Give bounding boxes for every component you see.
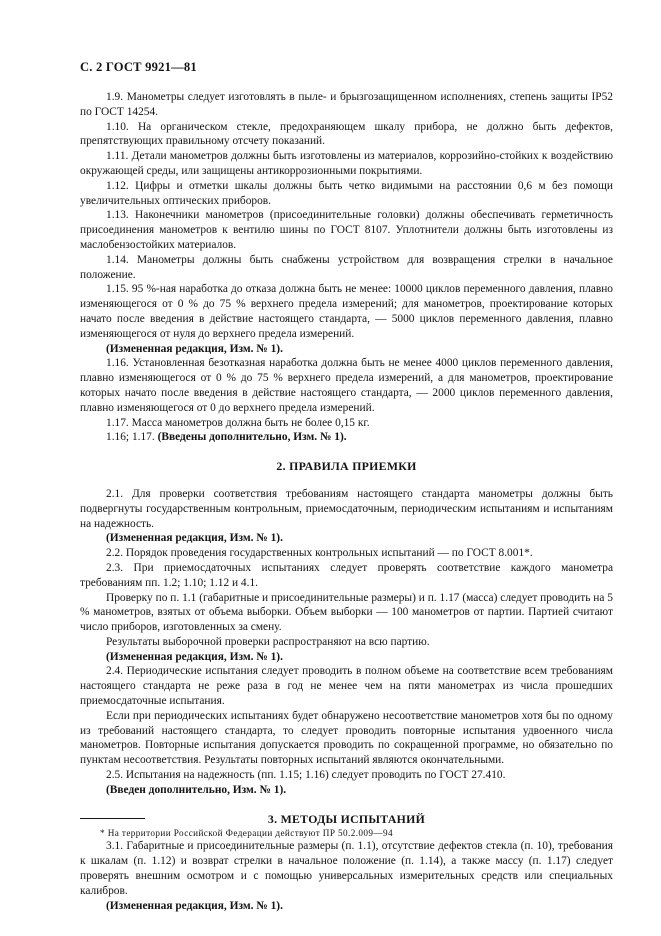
- addition-note: (Введен дополнительно, Изм. № 1).: [106, 783, 287, 796]
- clause-1-10: 1.10. На органическом стекле, предохраняющем шкалу прибора, не должно быть дефектов, препятствующих правильному отсчету показаний.: [80, 120, 613, 148]
- clause-2-3-sampling: Проверку по п. 1.1 (габаритные и присоединительные размеры) и п. 1.17 (масса) следует проводить на 5 % манометров, взятых от объема выборки. Объем выборки — 100 манометров от партии. Партией считают число приборов, изготовленных за смену.: [80, 591, 613, 634]
- amendment-note: (Измененная редакция, Изм. № 1).: [106, 899, 283, 912]
- clause-1-11: 1.11. Детали манометров должны быть изготовлены из материалов, коррозийно-стойких к воздействию окружающей среды, или защищены антикоррозионными покрытиями.: [80, 150, 613, 177]
- amendment-note: (Измененная редакция, Изм. № 1).: [106, 650, 283, 663]
- page-header: С. 2 ГОСТ 9921—81: [80, 60, 197, 74]
- clause-2-3: 2.3. При приемосдаточных испытаниях следует проверять соответствие каждого манометра требованиям пп. 1.2; 1.10; 1.12 и 4.1.: [80, 561, 613, 589]
- clause-2-3-results: Результаты выборочной проверки распространяют на всю партию.: [106, 635, 430, 648]
- clause-2-4: 2.4. Периодические испытания следует проводить в полном объеме на соответствие всем требованиям настоящего стандарта не реже раза в год не менее чем на пяти манометрах из числа прошедших приемосдаточные испытания.: [80, 665, 613, 708]
- section-3-title: 3. МЕТОДЫ ИСПЫТАНИЙ: [267, 811, 426, 826]
- clause-1-17: 1.17. Масса манометров должна быть не более 0,15 кг.: [106, 416, 370, 429]
- clause-1-14: 1.14. Манометры должны быть снабжены устройством для возвращения стрелки в начальное положение.: [80, 253, 613, 281]
- amendment-note: (Измененная редакция, Изм. № 1).: [106, 342, 283, 355]
- clause-1-16-1-17-note: [80, 430, 613, 445]
- footnote: * На территории Российской Федерации действуют ПР 50.2.009—94: [100, 828, 393, 838]
- section-2-title: 2. ПРАВИЛА ПРИЕМКИ: [276, 459, 417, 474]
- clause-2-2: 2.2. Порядок проведения государственных контрольных испытаний — по ГОСТ 8.001*.: [106, 547, 533, 560]
- addition-note: (Введены дополнительно, Изм. № 1).: [157, 431, 347, 444]
- clause-3-1: 3.1. Габаритные и присоединительные размеры (п. 1.1), отсутствие дефектов стекла (п. 10), требования к шкалам (п. 1.12) и возврат стрелки в начальное положение (п. 1.14), а также массу (п. 1.17) следует проверять внешним осмотром и с помощью универсальных измерительных средств или специальных калибров.: [80, 840, 613, 897]
- clause-1-9: 1.9. Манометры следует изготовлять в пыле- и брызгозащищенном исполнениях, степень защиты IP52 по ГОСТ 14254.: [80, 91, 613, 118]
- document-body: [80, 90, 613, 913]
- clause-2-1: 2.1. Для проверки соответствия требованиям настоящего стандарта манометры должны быть подвергнуты государственным контрольным, приемосдаточным, периодическим испытаниям и испытаниям на надежность.: [80, 487, 613, 530]
- amendment-note: (Измененная редакция, Изм. № 1).: [106, 532, 283, 545]
- clause-ref: 1.16; 1.17.: [106, 431, 155, 444]
- clause-1-16: 1.16. Установленная безотказная наработка должна быть не менее 4000 циклов переменного давления, плавно изменяющегося от 0 % до 75 % верхнего предела измерений, а для манометров, проектирование которых начато после введения в действие настоящего стандарта, — 2000 циклов переменного давления, плавно изменяющегося от 0 до верхнего предела измерений.: [80, 357, 613, 414]
- clause-1-15: 1.15. 95 %-ная наработка до отказа должна быть не менее: 10000 циклов переменного давления, плавно изменяющегося от 0 % до 75 % верхнего предела измерений; для манометров, проектирование которых начато после введения в действие настоящего стандарта, — 5000 циклов переменного давления, плавно изменяющегося от нуля до верхнего предела измерений.: [80, 283, 613, 340]
- clause-2-5: 2.5. Испытания на надежность (пп. 1.15; 1.16) следует проводить по ГОСТ 27.410.: [106, 769, 506, 782]
- clause-2-4-repeat: Если при периодических испытаниях будет обнаружено несоответствие манометров хотя бы по одному из требований настоящего стандарта, то следует проводить повторные испытания удвоенного числа манометров. Повторные испытания допускается проводить по сокращенной программе, но обязательно по пунктам несоответствия. Результаты повторных испытаний являются окончательными.: [80, 709, 613, 767]
- clause-1-13: 1.13. Наконечники манометров (присоединительные головки) должны обеспечивать герметичность присоединения манометров к вентилю шины по ГОСТ 8107. Уплотнители должны быть изготовлены из маслобензостойких материалов.: [80, 209, 613, 251]
- clause-1-12: 1.12. Цифры и отметки шкалы должны быть четко видимыми на расстоянии 0,6 м без помощи увеличительных оптических приборов.: [80, 179, 613, 207]
- footnote-divider: [80, 818, 145, 819]
